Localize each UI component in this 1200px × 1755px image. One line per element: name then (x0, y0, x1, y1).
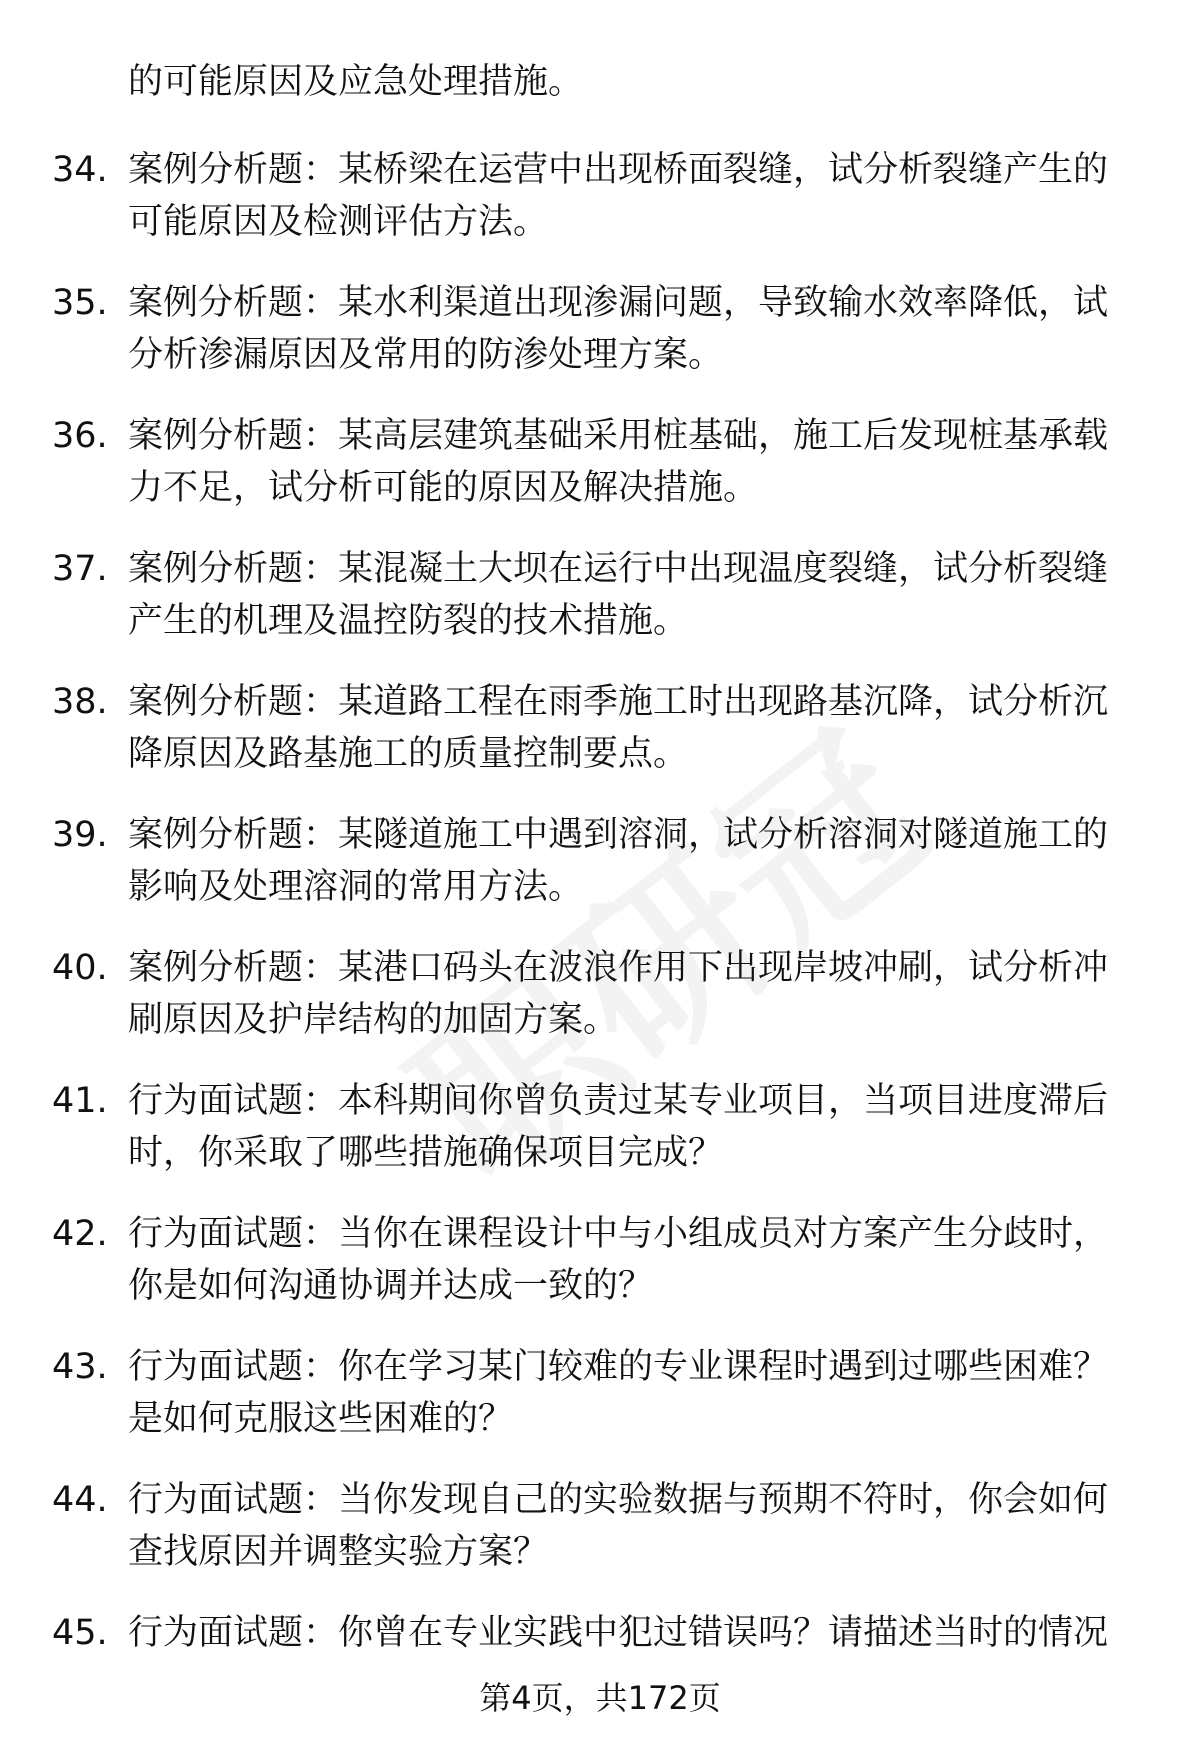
question-item (0, 1341, 1200, 1474)
question-item (0, 1474, 1200, 1607)
question-item (0, 410, 1200, 543)
continuation-text: 的可能原因及应急处理措施。 (128, 62, 584, 102)
question-item (0, 144, 1200, 277)
question-item (0, 1208, 1200, 1341)
question-item (0, 676, 1200, 809)
question-number: 41. (52, 1081, 108, 1121)
question-item (0, 1607, 1200, 1740)
question-number: 35. (52, 283, 108, 323)
question-text: 案例分析题：某桥梁在运营中出现桥面裂缝，试分析裂缝产生的可能原因及检测评估方法。 (128, 150, 1109, 242)
question-list (0, 144, 1200, 1740)
question-number: 42. (52, 1214, 108, 1254)
question-text: 案例分析题：某道路工程在雨季施工时出现路基沉降，试分析沉降原因及路基施工的质量控制要点。 (128, 682, 1109, 774)
question-number: 43. (52, 1347, 108, 1387)
question-text: 案例分析题：某港口码头在波浪作用下出现岸坡冲刷，试分析冲刷原因及护岸结构的加固方案。 (128, 948, 1109, 1040)
question-text: 行为面试题：当你在课程设计中与小组成员对方案产生分歧时，你是如何沟通协调并达成一致的？ (128, 1214, 1109, 1306)
question-number: 45. (52, 1613, 108, 1653)
question-item (0, 277, 1200, 410)
question-text: 案例分析题：某隧道施工中遇到溶洞，试分析溶洞对隧道施工的影响及处理溶洞的常用方法。 (128, 815, 1109, 907)
question-number: 36. (52, 416, 108, 456)
page-footer: 第4页，共172页 (479, 1679, 721, 1717)
question-item (0, 942, 1200, 1075)
question-number: 39. (52, 815, 108, 855)
question-text: 行为面试题：你在学习某门较难的专业课程时遇到过哪些困难？是如何克服这些困难的？ (128, 1347, 1109, 1439)
question-item (0, 809, 1200, 942)
question-number: 40. (52, 948, 108, 988)
question-number: 44. (52, 1480, 108, 1520)
question-number: 37. (52, 549, 108, 589)
question-text: 案例分析题：某混凝土大坝在运行中出现温度裂缝，试分析裂缝产生的机理及温控防裂的技术措施。 (128, 549, 1109, 641)
question-text: 行为面试题：你曾在专业实践中犯过错误吗？请描述当时的情况 (128, 1613, 1109, 1653)
question-item (0, 543, 1200, 676)
question-number: 34. (52, 150, 108, 190)
question-text: 行为面试题：当你发现自己的实验数据与预期不符时，你会如何查找原因并调整实验方案？ (128, 1480, 1109, 1572)
question-text: 案例分析题：某水利渠道出现渗漏问题，导致输水效率降低，试分析渗漏原因及常用的防渗处理方案。 (128, 283, 1109, 375)
question-item (0, 1075, 1200, 1208)
question-number: 38. (52, 682, 108, 722)
question-text: 行为面试题：本科期间你曾负责过某专业项目，当项目进度滞后时，你采取了哪些措施确保项目完成？ (128, 1081, 1109, 1173)
question-text: 案例分析题：某高层建筑基础采用桩基础，施工后发现桩基承载力不足，试分析可能的原因及解决措施。 (128, 416, 1109, 508)
